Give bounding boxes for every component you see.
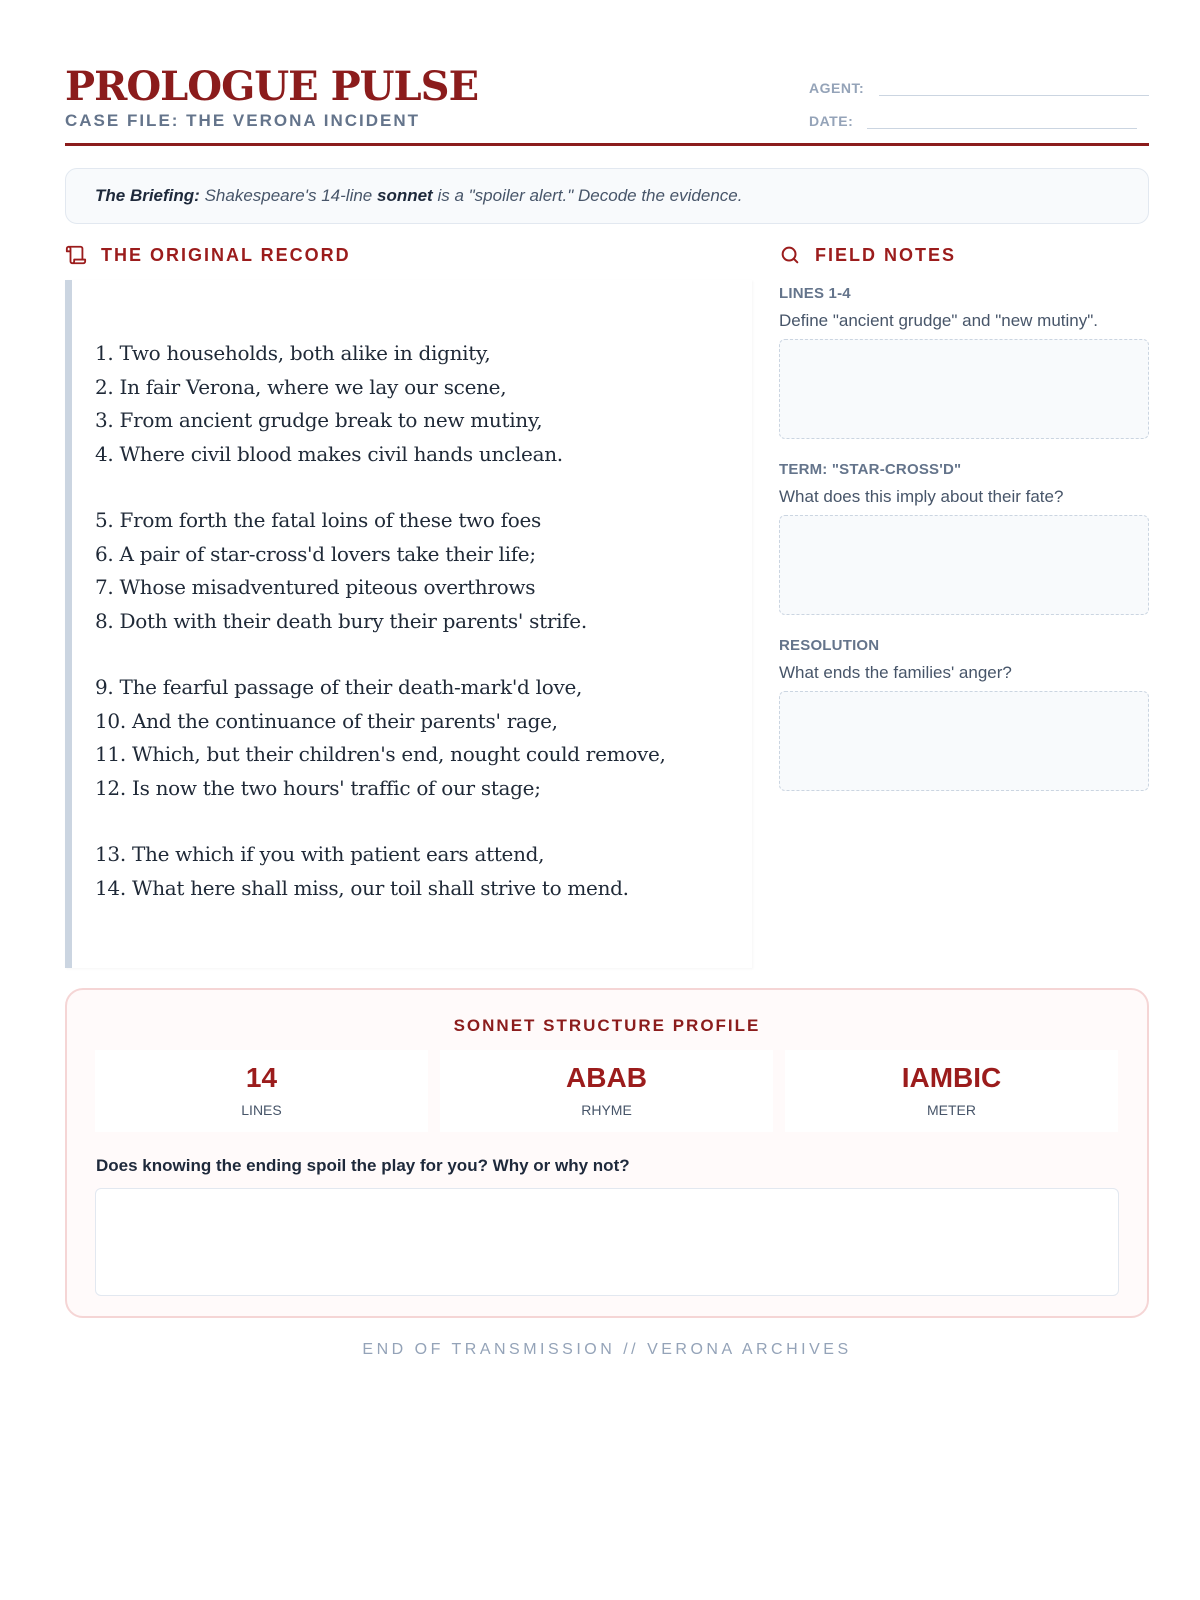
field-notes-heading-text: FIELD NOTES bbox=[815, 244, 957, 265]
worksheet-page bbox=[65, 0, 1149, 1358]
stat-rhyme bbox=[440, 1050, 773, 1132]
field-note-lines-1-4 bbox=[779, 285, 1149, 439]
poem-line: 8. Doth with their death bury their parents' strife. bbox=[95, 608, 587, 633]
poem-line: 5. From forth the fatal loins of these two foes bbox=[95, 508, 542, 532]
stat-value: IAMBIC bbox=[901, 1062, 1002, 1093]
field-note-answer-box[interactable] bbox=[779, 515, 1149, 615]
poem-line: 12. Is now the two hours' traffic of our stage; bbox=[95, 775, 541, 800]
date-label: DATE: bbox=[809, 113, 854, 129]
field-note-label: LINES 1-4 bbox=[779, 285, 851, 302]
agent-label: AGENT: bbox=[809, 80, 865, 96]
poem-line: 11. Which, but their children's end, nought could remove, bbox=[95, 742, 666, 766]
poem-line: 3. From ancient grudge break to new mutiny, bbox=[95, 408, 543, 432]
poem-line: 7. Whose misadventured piteous overthrows bbox=[95, 575, 536, 599]
briefing-keyword: sonnet bbox=[376, 186, 433, 205]
reflection-answer-box[interactable] bbox=[95, 1188, 1119, 1296]
field-note-question: Define "ancient grudge" and "new mutiny". bbox=[779, 311, 1098, 330]
poem-line: 1. Two households, both alike in dignity, bbox=[95, 341, 491, 365]
poem-line: 4. Where civil blood makes civil hands unclean. bbox=[95, 441, 563, 466]
field-note-label: RESOLUTION bbox=[779, 637, 880, 654]
page-title: PROLOGUE PULSE bbox=[65, 63, 479, 110]
footer: END OF TRANSMISSION // VERONA ARCHIVES bbox=[362, 1341, 852, 1358]
poem-line: 13. The which if you with patient ears attend, bbox=[95, 842, 545, 866]
field-note-answer-box[interactable] bbox=[779, 339, 1149, 439]
sonnet-structure-profile bbox=[65, 988, 1149, 1318]
stanza-3 bbox=[95, 671, 752, 805]
field-note-answer-box[interactable] bbox=[779, 691, 1149, 791]
poem-line: 14. What here shall miss, our toil shall strive to mend. bbox=[95, 875, 629, 900]
agent-input-line[interactable] bbox=[879, 78, 1149, 96]
poem-line: 2. In fair Verona, where we lay our scene, bbox=[95, 374, 507, 399]
poem-line: 9. The fearful passage of their death-mark'd love, bbox=[95, 675, 583, 699]
reflection-question: Does knowing the ending spoil the play for you? Why or why not? bbox=[96, 1156, 630, 1175]
stat-label: LINES bbox=[241, 1102, 282, 1118]
poem-line: 10. And the continuance of their parents' rage, bbox=[95, 708, 558, 733]
stat-meter bbox=[785, 1050, 1118, 1132]
field-note-star-crossed bbox=[779, 461, 1149, 615]
poem-line: 6. A pair of star-cross'd lovers take their life; bbox=[95, 541, 536, 566]
stanza-4 bbox=[95, 838, 752, 905]
header bbox=[65, 0, 1149, 146]
stat-value: ABAB bbox=[566, 1062, 647, 1093]
stat-label: RHYME bbox=[581, 1102, 632, 1118]
field-note-resolution bbox=[779, 637, 1149, 791]
date-field bbox=[809, 111, 1137, 129]
field-note-label: TERM: "STAR-CROSS'D" bbox=[779, 461, 962, 478]
search-icon bbox=[779, 244, 801, 266]
stat-lines bbox=[95, 1050, 428, 1132]
briefing-text-after: is a "spoiler alert." Decode the evidence. bbox=[432, 186, 743, 205]
briefing-box bbox=[65, 168, 1149, 224]
page-subtitle: CASE FILE: THE VERONA INCIDENT bbox=[65, 111, 420, 130]
original-record-heading-text: THE ORIGINAL RECORD bbox=[101, 244, 351, 265]
stanza-2 bbox=[95, 504, 752, 638]
stat-label: METER bbox=[927, 1102, 976, 1118]
original-record-heading bbox=[65, 244, 351, 266]
field-note-question: What does this imply about their fate? bbox=[779, 487, 1064, 506]
stat-value: 14 bbox=[245, 1062, 278, 1093]
profile-title: SONNET STRUCTURE PROFILE bbox=[453, 1016, 761, 1035]
field-note-question: What ends the families' anger? bbox=[779, 663, 1012, 682]
sonnet-text bbox=[65, 280, 752, 968]
agent-field bbox=[809, 78, 1149, 96]
field-notes-heading bbox=[779, 244, 956, 266]
briefing-lead: The Briefing: bbox=[95, 186, 200, 205]
stanza-1 bbox=[95, 337, 752, 471]
scroll-icon bbox=[65, 244, 87, 266]
briefing-text-before: Shakespeare's 14-line bbox=[199, 186, 377, 205]
date-input-line[interactable] bbox=[867, 111, 1137, 129]
